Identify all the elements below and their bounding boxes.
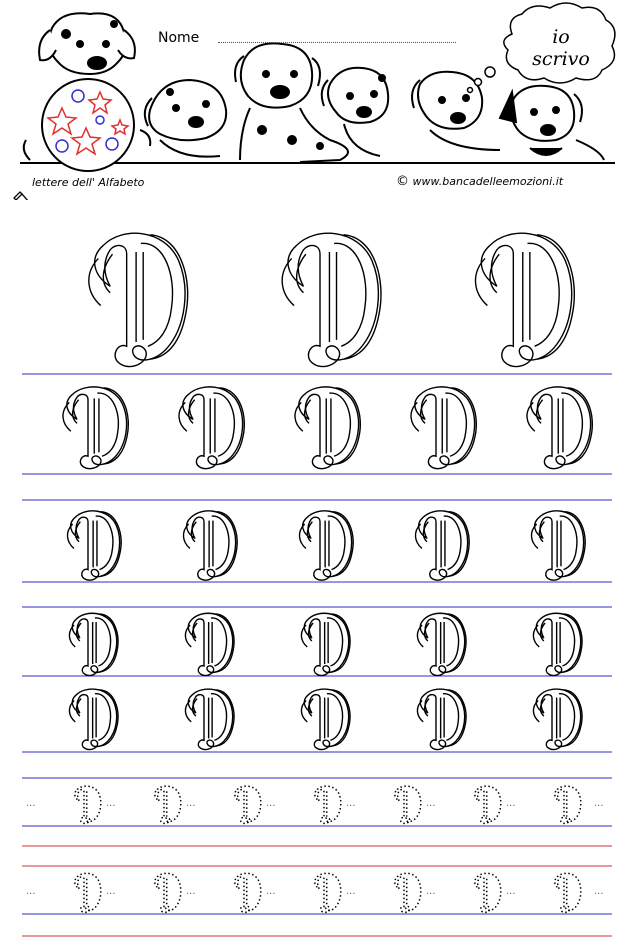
dots-separator: ...	[426, 798, 436, 810]
outline-letter-d	[63, 387, 128, 469]
dotted-letter-d	[75, 873, 101, 912]
outline-letter-d	[531, 511, 585, 580]
outline-letter-d	[415, 511, 469, 580]
outline-letter-d	[301, 689, 350, 749]
dotted-letter-d	[475, 786, 501, 823]
outline-letter-d	[67, 511, 121, 580]
dots-separator: ...	[186, 886, 196, 898]
dotted-letter-d	[555, 786, 581, 823]
dots-separator: ...	[594, 886, 604, 898]
dots-separator: ...	[106, 886, 116, 898]
dots-separator: ...	[426, 886, 436, 898]
letter-row-1	[89, 233, 574, 366]
dots-separator: ...	[26, 798, 36, 810]
dotted-letter-d	[155, 786, 181, 823]
outline-letter-d	[69, 689, 118, 749]
outline-letter-d	[185, 689, 234, 749]
letter-row-7	[26, 873, 604, 912]
dotted-letter-d	[155, 873, 181, 912]
dots-separator: ...	[346, 886, 356, 898]
outline-letter-d	[282, 233, 381, 366]
name-label: Nome	[158, 30, 200, 46]
dotted-letter-d	[75, 786, 101, 823]
dotted-letter-d	[315, 786, 341, 823]
guide-lines	[22, 374, 612, 936]
dotted-letter-d	[475, 873, 501, 912]
letter-row-5	[69, 689, 582, 749]
outline-letter-d	[301, 613, 350, 675]
dotted-letter-d	[395, 873, 421, 912]
outline-letter-d	[179, 387, 244, 469]
dots-separator: ...	[266, 798, 276, 810]
letter-row-4	[69, 613, 582, 675]
dotted-letter-d	[235, 786, 261, 823]
bubble-line-1: io	[552, 26, 570, 48]
dots-separator: ...	[506, 798, 516, 810]
dots-separator: ...	[266, 886, 276, 898]
outline-letter-d	[69, 613, 118, 675]
outline-letter-d	[295, 387, 360, 469]
dots-separator: ...	[186, 798, 196, 810]
outline-letter-d	[417, 689, 466, 749]
outline-letter-d	[533, 613, 582, 675]
copyright-icon: ©	[396, 174, 409, 189]
dots-separator: ...	[506, 886, 516, 898]
outline-letter-d	[299, 511, 353, 580]
outline-letter-d	[411, 387, 476, 469]
worksheet-subtitle: lettere dell' Alfabeto	[32, 176, 145, 189]
dotted-letter-d	[395, 786, 421, 823]
letter-row-3	[67, 511, 585, 580]
outline-letter-d	[527, 387, 592, 469]
letter-row-2	[63, 387, 592, 469]
outline-letter-d	[533, 689, 582, 749]
dotted-letter-d	[315, 873, 341, 912]
outline-letter-d	[417, 613, 466, 675]
outline-letter-d	[183, 511, 237, 580]
dots-separator: ...	[26, 886, 36, 898]
dots-separator: ...	[106, 798, 116, 810]
website-url: www.bancadelleemozioni.it	[412, 175, 564, 188]
outline-letter-d	[89, 233, 188, 366]
letter-row-6	[26, 786, 604, 823]
outline-letter-d	[475, 233, 574, 366]
dots-separator: ...	[594, 798, 604, 810]
dotted-letter-d	[235, 873, 261, 912]
dots-separator: ...	[346, 798, 356, 810]
dotted-letter-d	[555, 873, 581, 912]
bubble-line-2: scrivo	[532, 48, 590, 70]
letter-rows	[26, 233, 604, 912]
outline-letter-d	[185, 613, 234, 675]
